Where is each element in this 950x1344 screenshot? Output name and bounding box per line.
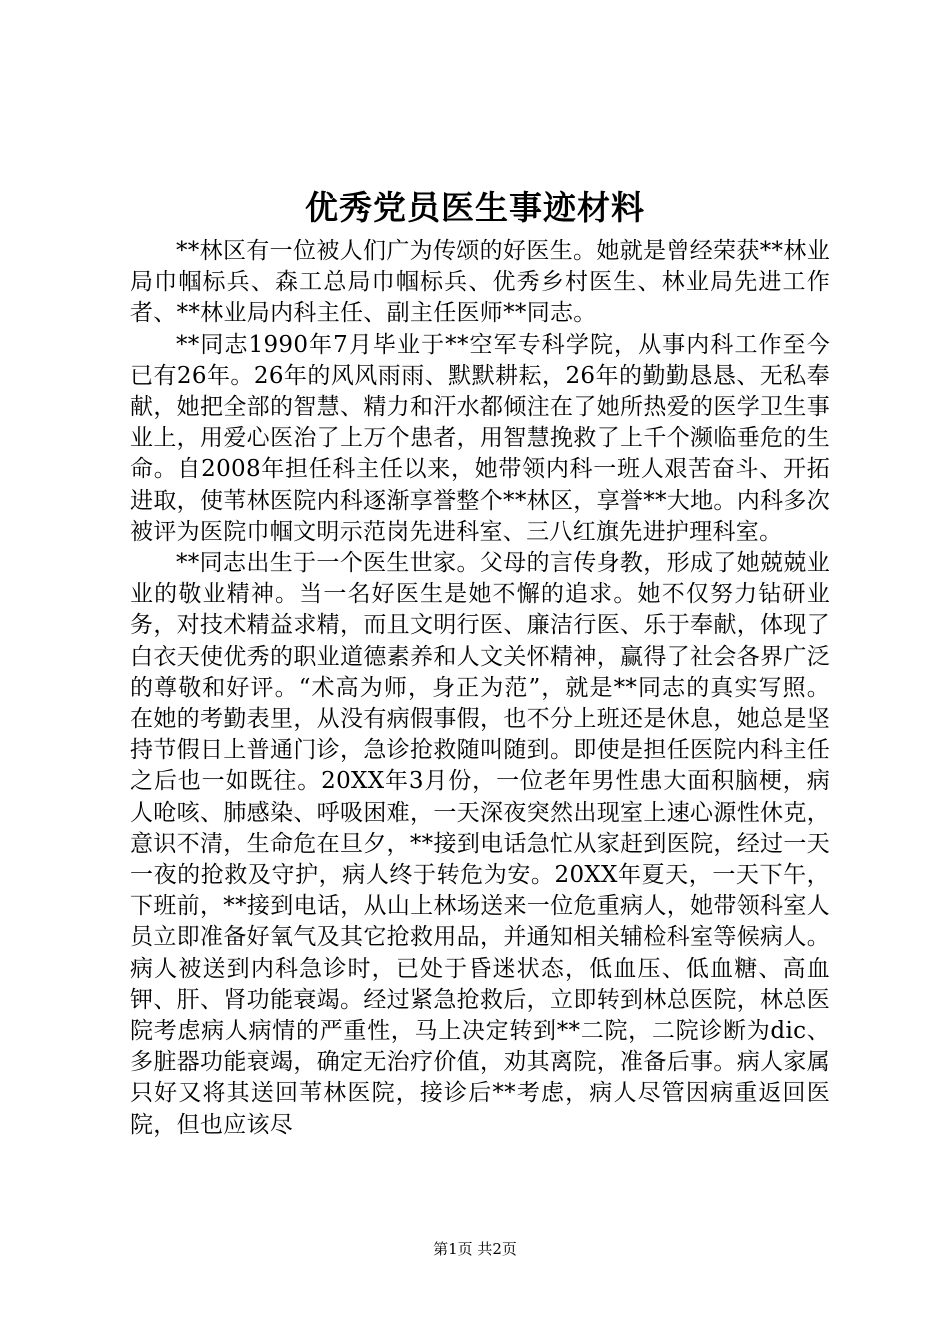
page-number-footer: 第1页 共2页 bbox=[433, 1240, 517, 1258]
paragraph-2: **同志1990年7月毕业于**空军专科学院，从事内科工作至今已有26年。26年的风风雨雨、默默耕耘，26年的勤勤恳恳、无私奉献，她把全部的智慧、精力和汗水都倾注在了她所热爱的医学卫生事业上，用爱心医治了上万个患者，用智慧挽救了上千个濒临垂危的生命。自2008年担任科主任以来，她带领内科一班人艰苦奋斗、开拓进取，使苇林医院内科逐渐享誉整个**林区，享誉**大地。内科多次被评为医院巾帼文明示范岗先进科室、三八红旗先进护理科室。 bbox=[130, 331, 830, 545]
paragraph-1: **林区有一位被人们广为传颂的好医生。她就是曾经荣获**林业局巾帼标兵、森工总局巾帼标兵、优秀乡村医生、林业局先进工作者、**林业局内科主任、副主任医师**同志。 bbox=[130, 238, 830, 327]
paragraph-3: **同志出生于一个医生世家。父母的言传身教，形成了她兢兢业业的敬业精神。当一名好医生是她不懈的追求。她不仅努力钻研业务，对技术精益求精，而且文明行医、廉洁行医、乐于奉献，体现了白衣天使优秀的职业道德素养和人文关怀精神，赢得了社会各界广泛的尊敬和好评。“术高为师，身正为范”，就是**同志的真实写照。在她的考勤表里，从没有病假事假，也不分上班还是休息，她总是坚持节假日上普通门诊，急诊抢救随叫随到。即使是担任医院内科主任之后也一如既往。20XX年3月份，一位老年男性患大面积脑梗，病人呛咳、肺感染、呼吸困难，一天深夜突然出现室上速心源性休克，意识不清，生命危在旦夕，**接到电话急忙从家赶到医院，经过一天一夜的抢救及守护，病人终于转危为安。20XX年夏天，一天下午，下班前，**接到电话，从山上林场送来一位危重病人，她带领科室人员立即准备好氧气及其它抢救用品，并通知相关辅检科室等候病人。病人被送到内科急诊时，已处于昏迷状态，低血压、低血糖、高血钾、肝、肾功能衰竭。经过紧急抢救后，立即转到林总医院，林总医院考虑病人病情的严重性，马上决定转到**二院，二院诊断为dic、多脏器功能衰竭，确定无治疗价值，劝其离院，准备后事。病人家属只好又将其送回苇林医院，接诊后**考虑，病人尽管因病重返回医院，但也应该尽 bbox=[130, 550, 830, 1138]
document-title: 优秀党员医生事迹材料 bbox=[305, 188, 645, 227]
document-body bbox=[130, 236, 830, 1141]
